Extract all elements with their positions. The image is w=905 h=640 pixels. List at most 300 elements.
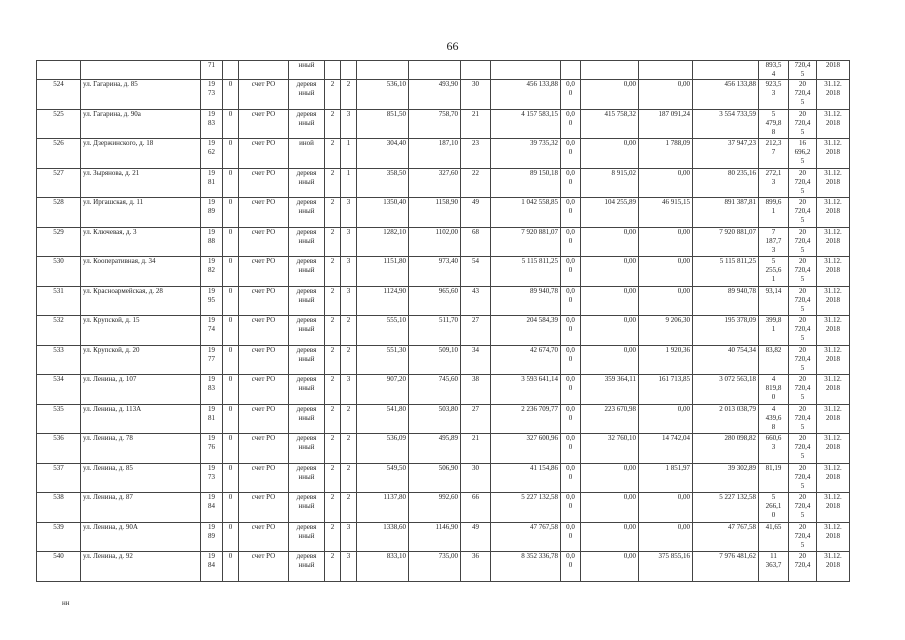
cell-address: ул. Дзержинского, д. 18 (81, 139, 201, 169)
cell-source: счет РО (239, 139, 289, 169)
cell-total-cost: 47 767,58 (491, 522, 561, 552)
cell-total-cost: 42 674,70 (491, 345, 561, 375)
table-row (37, 316, 850, 346)
table-row (37, 227, 850, 257)
cell-address: ул. Ленина, д. 92 (81, 552, 201, 582)
cell-col15: 893,5 4 (759, 61, 789, 80)
cell-residents: 43 (461, 286, 491, 316)
cell-col13: 0,00 (639, 257, 693, 287)
cell-residents: 21 (461, 109, 491, 139)
cell-col12: 32 760,10 (581, 434, 639, 464)
cell-entrances: 2 (341, 345, 357, 375)
cell-floors: 2 (325, 404, 341, 434)
table-row (37, 404, 850, 434)
cell-col16: 20 720,4 5 (789, 375, 817, 405)
cell-col14: 7 920 881,07 (693, 227, 759, 257)
cell-col12: 104 255,89 (581, 198, 639, 228)
cell-address: ул. Зырянова, д. 21 (81, 168, 201, 198)
cell-col4: 0 (223, 522, 239, 552)
cell-total-cost: 3 593 641,14 (491, 375, 561, 405)
cell-col15: 4 439,6 8 (759, 404, 789, 434)
cell-col15: 272,1 3 (759, 168, 789, 198)
cell-address: ул. Ленина, д. 87 (81, 493, 201, 523)
cell-col14: 39 302,89 (693, 463, 759, 493)
cell-source: счет РО (239, 80, 289, 110)
cell-col12: 0,00 (581, 80, 639, 110)
cell-total-cost: 41 154,86 (491, 463, 561, 493)
cell-col14: 891 387,81 (693, 198, 759, 228)
cell-date: 31.12. 2018 (817, 80, 850, 110)
cell-entrances: 2 (341, 493, 357, 523)
cell-col13: 187 091,24 (639, 109, 693, 139)
cell-col11: 0,0 0 (561, 345, 581, 375)
cell-col13: 0,00 (639, 168, 693, 198)
cell-col4: 0 (223, 109, 239, 139)
cell-col16: 20 720,4 5 (789, 493, 817, 523)
cell-floors: 2 (325, 168, 341, 198)
cell-material: деревя нный (289, 109, 325, 139)
cell-col15: 7 187,7 3 (759, 227, 789, 257)
cell-col14: 37 947,23 (693, 139, 759, 169)
cell-source: счет РО (239, 257, 289, 287)
cell-source (239, 61, 289, 80)
cell-area-total: 1282,10 (357, 227, 409, 257)
cell-col15: 93,14 (759, 286, 789, 316)
cell-col12 (581, 61, 639, 80)
cell-material: деревя нный (289, 463, 325, 493)
cell-year: 19 73 (201, 463, 223, 493)
cell-date: 31.12. 2018 (817, 139, 850, 169)
cell-floors: 2 (325, 109, 341, 139)
cell-number: 530 (37, 257, 81, 287)
table-row (37, 552, 850, 582)
cell-area-living: 327,60 (409, 168, 461, 198)
cell-source: счет РО (239, 345, 289, 375)
cell-source: счет РО (239, 286, 289, 316)
cell-col13: 0,00 (639, 80, 693, 110)
cell-col12: 0,00 (581, 257, 639, 287)
cell-date: 31.12. 2018 (817, 257, 850, 287)
cell-address: ул. Ленина, д. 113А (81, 404, 201, 434)
cell-date: 31.12. 2018 (817, 375, 850, 405)
cell-total-cost: 5 115 811,25 (491, 257, 561, 287)
cell-area-total: 549,50 (357, 463, 409, 493)
table-row (37, 286, 850, 316)
cell-date: 31.12. 2018 (817, 109, 850, 139)
cell-number: 539 (37, 522, 81, 552)
cell-col14: 80 235,16 (693, 168, 759, 198)
cell-col14: 5 115 811,25 (693, 257, 759, 287)
cell-col4: 0 (223, 404, 239, 434)
cell-number: 524 (37, 80, 81, 110)
cell-col11: 0,0 0 (561, 198, 581, 228)
cell-col4: 0 (223, 552, 239, 582)
cell-material: деревя нный (289, 198, 325, 228)
cell-material: деревя нный (289, 345, 325, 375)
table-row (37, 493, 850, 523)
cell-col15: 5 255,6 1 (759, 257, 789, 287)
cell-number: 537 (37, 463, 81, 493)
cell-source: счет РО (239, 375, 289, 405)
cell-col12: 415 758,32 (581, 109, 639, 139)
cell-col4: 0 (223, 316, 239, 346)
cell-area-total: 851,50 (357, 109, 409, 139)
cell-col12: 0,00 (581, 345, 639, 375)
cell-col15: 81,19 (759, 463, 789, 493)
cell-entrances: 3 (341, 227, 357, 257)
table-row (37, 109, 850, 139)
cell-col16: 16 696,2 5 (789, 139, 817, 169)
cell-col14: 5 227 132,58 (693, 493, 759, 523)
page-number: 66 (446, 39, 459, 53)
cell-total-cost: 5 227 132,58 (491, 493, 561, 523)
cell-date: 31.12. 2018 (817, 404, 850, 434)
cell-col13: 9 206,30 (639, 316, 693, 346)
cell-total-cost: 89 150,18 (491, 168, 561, 198)
table-row (37, 434, 850, 464)
cell-col16: 20 720,4 5 (789, 227, 817, 257)
cell-col14: 3 072 563,18 (693, 375, 759, 405)
cell-floors: 2 (325, 198, 341, 228)
cell-col16: 20 720,4 5 (789, 257, 817, 287)
cell-number: 535 (37, 404, 81, 434)
cell-residents: 54 (461, 257, 491, 287)
cell-number: 529 (37, 227, 81, 257)
cell-col13: 0,00 (639, 404, 693, 434)
cell-col15: 212,3 7 (759, 139, 789, 169)
cell-area-total: 1124,90 (357, 286, 409, 316)
cell-number: 527 (37, 168, 81, 198)
cell-col14: 3 554 733,59 (693, 109, 759, 139)
cell-col15: 399,8 1 (759, 316, 789, 346)
cell-residents: 27 (461, 404, 491, 434)
cell-material: деревя нный (289, 552, 325, 582)
cell-area-living: 965,60 (409, 286, 461, 316)
cell-col15: 5 266,1 0 (759, 493, 789, 523)
cell-col15: 41,65 (759, 522, 789, 552)
cell-col16: 20 720,4 5 (789, 109, 817, 139)
cell-year: 19 82 (201, 257, 223, 287)
cell-col4: 0 (223, 375, 239, 405)
cell-total-cost: 39 735,32 (491, 139, 561, 169)
cell-date: 31.12. 2018 (817, 493, 850, 523)
cell-col16: 20 720,4 5 (789, 463, 817, 493)
cell-entrances: 1 (341, 168, 357, 198)
table-row (37, 375, 850, 405)
cell-date: 31.12. 2018 (817, 316, 850, 346)
cell-col4: 0 (223, 139, 239, 169)
cell-year: 19 77 (201, 345, 223, 375)
cell-material: деревя нный (289, 434, 325, 464)
cell-number: 536 (37, 434, 81, 464)
cell-residents (461, 61, 491, 80)
cell-col13 (639, 61, 693, 80)
cell-col14: 195 378,09 (693, 316, 759, 346)
cell-col11: 0,0 0 (561, 168, 581, 198)
cell-col11: 0,0 0 (561, 80, 581, 110)
cell-number: 528 (37, 198, 81, 228)
cell-area-living: 495,89 (409, 434, 461, 464)
cell-col4: 0 (223, 493, 239, 523)
cell-col16: 20 720,4 5 (789, 168, 817, 198)
cell-col15: 83,82 (759, 345, 789, 375)
table-row (37, 257, 850, 287)
table-row-continued (37, 61, 850, 80)
cell-residents: 38 (461, 375, 491, 405)
cell-year: 19 81 (201, 168, 223, 198)
cell-floors: 2 (325, 345, 341, 375)
cell-source: счет РО (239, 463, 289, 493)
housing-register-table (36, 60, 850, 582)
cell-residents: 30 (461, 80, 491, 110)
cell-area-living: 745,60 (409, 375, 461, 405)
cell-area-living: 973,40 (409, 257, 461, 287)
cell-address: ул. Ленина, д. 107 (81, 375, 201, 405)
cell-floors (325, 61, 341, 80)
cell-date: 31.12. 2018 (817, 168, 850, 198)
cell-col11: 0,0 0 (561, 493, 581, 523)
cell-residents: 30 (461, 463, 491, 493)
cell-col11: 0,0 0 (561, 257, 581, 287)
cell-col11: 0,0 0 (561, 139, 581, 169)
cell-floors: 2 (325, 286, 341, 316)
cell-material: деревя нный (289, 257, 325, 287)
cell-col13: 375 855,16 (639, 552, 693, 582)
cell-col4: 0 (223, 345, 239, 375)
cell-col11: 0,0 0 (561, 404, 581, 434)
cell-area-total: 358,50 (357, 168, 409, 198)
cell-year: 19 89 (201, 198, 223, 228)
cell-col14: 280 098,82 (693, 434, 759, 464)
cell-material: нный (289, 61, 325, 80)
table-row (37, 345, 850, 375)
cell-col16: 20 720,4 (789, 552, 817, 582)
cell-col11: 0,0 0 (561, 434, 581, 464)
cell-date: 31.12. 2018 (817, 345, 850, 375)
cell-entrances: 3 (341, 375, 357, 405)
cell-year: 19 84 (201, 552, 223, 582)
cell-total-cost: 89 940,78 (491, 286, 561, 316)
cell-col16: 20 720,4 5 (789, 286, 817, 316)
cell-area-total: 1350,40 (357, 198, 409, 228)
cell-col11: 0,0 0 (561, 522, 581, 552)
cell-material: деревя нный (289, 316, 325, 346)
cell-residents: 23 (461, 139, 491, 169)
cell-col16: 20 720,4 5 (789, 80, 817, 110)
cell-col16: 720,4 5 (789, 61, 817, 80)
cell-area-total: 536,09 (357, 434, 409, 464)
cell-col11: 0,0 0 (561, 316, 581, 346)
cell-area-total (357, 61, 409, 80)
cell-material: деревя нный (289, 522, 325, 552)
cell-source: счет РО (239, 434, 289, 464)
cell-address: ул. Иргашская, д. 11 (81, 198, 201, 228)
cell-year: 19 81 (201, 404, 223, 434)
cell-total-cost (491, 61, 561, 80)
cell-material: деревя нный (289, 404, 325, 434)
cell-address: ул. Ленина, д. 90А (81, 522, 201, 552)
cell-entrances: 1 (341, 139, 357, 169)
cell-date: 31.12. 2018 (817, 227, 850, 257)
cell-area-total: 833,10 (357, 552, 409, 582)
cell-source: счет РО (239, 316, 289, 346)
cell-residents: 36 (461, 552, 491, 582)
cell-area-total: 304,40 (357, 139, 409, 169)
cell-col14: 7 976 481,62 (693, 552, 759, 582)
cell-entrances: 2 (341, 316, 357, 346)
cell-floors: 2 (325, 493, 341, 523)
cell-area-living: 1158,90 (409, 198, 461, 228)
cell-residents: 21 (461, 434, 491, 464)
cell-year: 19 83 (201, 109, 223, 139)
cell-col13: 0,00 (639, 493, 693, 523)
cell-residents: 22 (461, 168, 491, 198)
cell-year: 19 83 (201, 375, 223, 405)
cell-entrances: 3 (341, 257, 357, 287)
cell-area-total: 1338,60 (357, 522, 409, 552)
cell-number: 538 (37, 493, 81, 523)
cell-col12: 223 670,98 (581, 404, 639, 434)
cell-col16: 20 720,4 5 (789, 404, 817, 434)
cell-col12: 0,00 (581, 522, 639, 552)
cell-source: счет РО (239, 404, 289, 434)
cell-col13: 0,00 (639, 522, 693, 552)
cell-entrances: 3 (341, 552, 357, 582)
cell-number: 526 (37, 139, 81, 169)
cell-col12: 359 364,11 (581, 375, 639, 405)
cell-area-living: 187,10 (409, 139, 461, 169)
cell-number: 531 (37, 286, 81, 316)
cell-source: счет РО (239, 227, 289, 257)
cell-address: ул. Красноармейская, д. 28 (81, 286, 201, 316)
cell-material: деревя нный (289, 80, 325, 110)
cell-entrances: 3 (341, 522, 357, 552)
cell-col13: 0,00 (639, 286, 693, 316)
cell-entrances: 2 (341, 80, 357, 110)
cell-col12: 0,00 (581, 316, 639, 346)
cell-address: ул. Крупской, д. 20 (81, 345, 201, 375)
cell-col4: 0 (223, 198, 239, 228)
cell-col16: 20 720,4 5 (789, 198, 817, 228)
cell-date: 31.12. 2018 (817, 522, 850, 552)
cell-entrances: 2 (341, 404, 357, 434)
cell-entrances: 3 (341, 109, 357, 139)
cell-date: 31.12. 2018 (817, 198, 850, 228)
cell-total-cost: 327 600,96 (491, 434, 561, 464)
cell-col12: 0,00 (581, 463, 639, 493)
cell-area-living (409, 61, 461, 80)
cell-col15: 5 479,8 8 (759, 109, 789, 139)
cell-source: счет РО (239, 109, 289, 139)
cell-area-living: 493,90 (409, 80, 461, 110)
cell-year: 19 89 (201, 522, 223, 552)
table-row (37, 80, 850, 110)
cell-total-cost: 2 236 709,77 (491, 404, 561, 434)
cell-number: 532 (37, 316, 81, 346)
cell-col11: 0,0 0 (561, 552, 581, 582)
cell-address: ул. Гагарина, д. 85 (81, 80, 201, 110)
cell-total-cost: 204 584,39 (491, 316, 561, 346)
cell-address: ул. Гагарина, д. 90а (81, 109, 201, 139)
cell-year: 19 76 (201, 434, 223, 464)
cell-col4: 0 (223, 434, 239, 464)
cell-col15: 899,6 1 (759, 198, 789, 228)
cell-year: 19 74 (201, 316, 223, 346)
cell-col12: 0,00 (581, 139, 639, 169)
cell-entrances: 3 (341, 286, 357, 316)
cell-col4: 0 (223, 286, 239, 316)
cell-col16: 20 720,4 5 (789, 345, 817, 375)
cell-number: 525 (37, 109, 81, 139)
cell-col13: 1 788,09 (639, 139, 693, 169)
cell-date: 31.12. 2018 (817, 463, 850, 493)
cell-number: 540 (37, 552, 81, 582)
cell-area-total: 551,30 (357, 345, 409, 375)
cell-entrances: 2 (341, 463, 357, 493)
cell-col4: 0 (223, 168, 239, 198)
cell-col11: 0,0 0 (561, 375, 581, 405)
table-row (37, 463, 850, 493)
cell-entrances (341, 61, 357, 80)
cell-material: иной (289, 139, 325, 169)
cell-area-living: 992,60 (409, 493, 461, 523)
cell-number: 534 (37, 375, 81, 405)
cell-year: 19 62 (201, 139, 223, 169)
cell-floors: 2 (325, 552, 341, 582)
cell-date: 2018 (817, 61, 850, 80)
cell-source: счет РО (239, 168, 289, 198)
cell-col14: 89 940,78 (693, 286, 759, 316)
cell-entrances: 3 (341, 198, 357, 228)
cell-area-living: 503,80 (409, 404, 461, 434)
cell-material: деревя нный (289, 227, 325, 257)
cell-area-total: 1151,80 (357, 257, 409, 287)
cell-date: 31.12. 2018 (817, 286, 850, 316)
cell-col4: 0 (223, 227, 239, 257)
cell-col4 (223, 61, 239, 80)
cell-area-living: 509,10 (409, 345, 461, 375)
cell-col15: 923,5 3 (759, 80, 789, 110)
cell-col12: 0,00 (581, 493, 639, 523)
cell-col16: 20 720,4 5 (789, 522, 817, 552)
cell-floors: 2 (325, 375, 341, 405)
cell-source: счет РО (239, 493, 289, 523)
cell-col15: 4 819,8 0 (759, 375, 789, 405)
cell-col11: 0,0 0 (561, 227, 581, 257)
cell-number (37, 61, 81, 80)
cell-area-total: 555,10 (357, 316, 409, 346)
cell-col11 (561, 61, 581, 80)
cell-residents: 49 (461, 522, 491, 552)
cell-address: ул. Кооперативная, д. 34 (81, 257, 201, 287)
cell-col16: 20 720,4 5 (789, 316, 817, 346)
cell-col11: 0,0 0 (561, 286, 581, 316)
cell-col12: 0,00 (581, 552, 639, 582)
cell-col14: 40 754,34 (693, 345, 759, 375)
cell-area-living: 735,00 (409, 552, 461, 582)
cell-col11: 0,0 0 (561, 109, 581, 139)
cell-col12: 8 915,02 (581, 168, 639, 198)
cell-floors: 2 (325, 257, 341, 287)
cell-total-cost: 4 157 583,15 (491, 109, 561, 139)
cell-area-living: 1102,00 (409, 227, 461, 257)
cell-total-cost: 456 133,88 (491, 80, 561, 110)
table-row (37, 522, 850, 552)
cell-total-cost: 1 042 558,85 (491, 198, 561, 228)
cell-col12: 0,00 (581, 227, 639, 257)
cell-entrances: 2 (341, 434, 357, 464)
cell-address (81, 61, 201, 80)
